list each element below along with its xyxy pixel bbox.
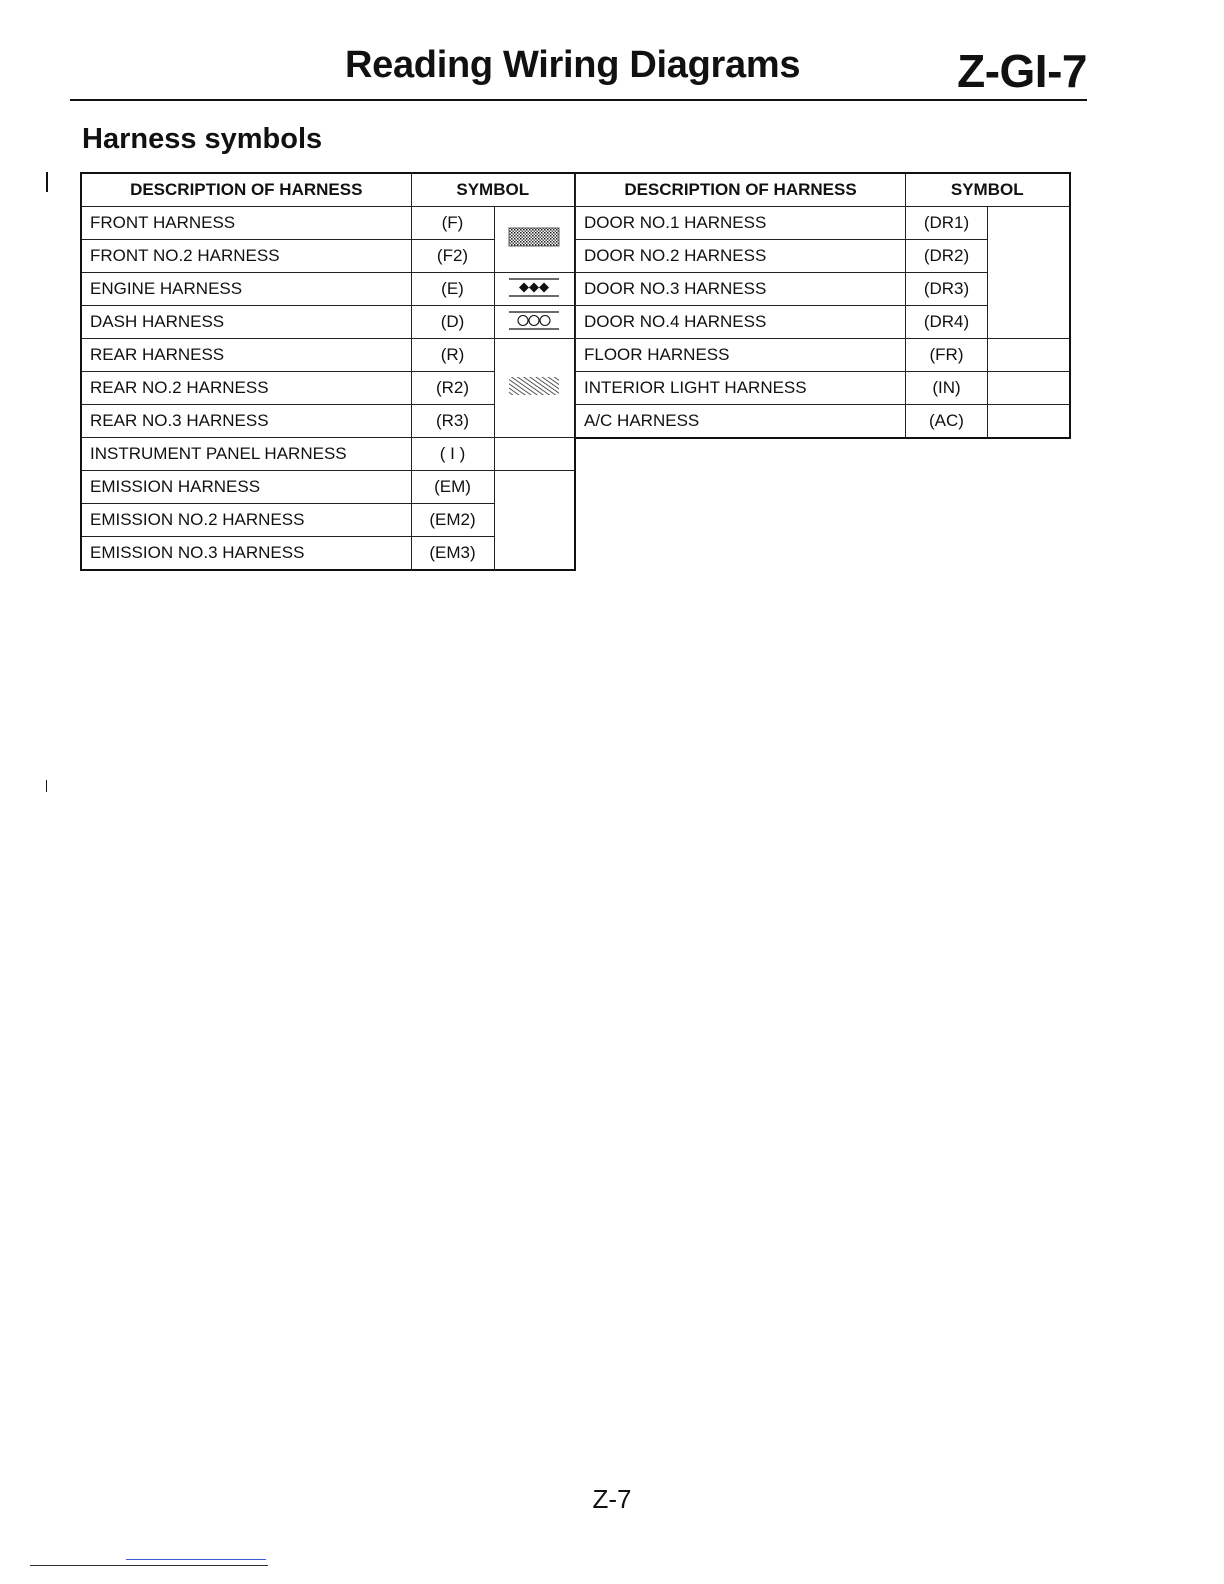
section-heading: Harness symbols bbox=[82, 123, 323, 155]
table-row bbox=[576, 405, 1070, 439]
harness-description: A/C HARNESS bbox=[576, 405, 906, 439]
table-row bbox=[576, 372, 1070, 405]
harness-code: (E) bbox=[411, 273, 494, 306]
harness-code: (R2) bbox=[411, 372, 494, 405]
empty-symbol-cell bbox=[988, 405, 1070, 439]
harness-code: (R3) bbox=[411, 405, 494, 438]
harness-description: ENGINE HARNESS bbox=[81, 273, 411, 306]
table-row bbox=[81, 207, 575, 240]
harness-code: (DR3) bbox=[906, 273, 988, 306]
table-row bbox=[81, 438, 575, 471]
dotted-pattern-symbol bbox=[494, 207, 575, 273]
harness-code: (D) bbox=[411, 306, 494, 339]
harness-description: EMISSION NO.2 HARNESS bbox=[81, 504, 411, 537]
circle-line-symbol bbox=[494, 306, 575, 339]
harness-description: FRONT NO.2 HARNESS bbox=[81, 240, 411, 273]
table-row bbox=[81, 471, 575, 504]
harness-description: REAR NO.2 HARNESS bbox=[81, 372, 411, 405]
table-row bbox=[576, 207, 1070, 240]
harness-code: (AC) bbox=[906, 405, 988, 439]
harness-description: INTERIOR LIGHT HARNESS bbox=[576, 372, 906, 405]
harness-code: (R) bbox=[411, 339, 494, 372]
harness-code: (EM3) bbox=[411, 537, 494, 571]
harness-description: INSTRUMENT PANEL HARNESS bbox=[81, 438, 411, 471]
hatched-pattern-symbol bbox=[494, 339, 575, 438]
column-header-description: DESCRIPTION OF HARNESS bbox=[81, 173, 411, 207]
diamond-line-symbol bbox=[494, 273, 575, 306]
scan-margin-mark bbox=[46, 172, 48, 192]
harness-code: (EM2) bbox=[411, 504, 494, 537]
harness-code: (DR1) bbox=[906, 207, 988, 240]
harness-table-right bbox=[575, 172, 1071, 439]
column-header-description: DESCRIPTION OF HARNESS bbox=[576, 173, 906, 207]
scan-margin-mark bbox=[46, 780, 47, 792]
harness-code: (IN) bbox=[906, 372, 988, 405]
empty-symbol-cell bbox=[988, 339, 1070, 372]
harness-code: ( I ) bbox=[411, 438, 494, 471]
empty-symbol-cell bbox=[494, 471, 575, 571]
harness-description: EMISSION NO.3 HARNESS bbox=[81, 537, 411, 571]
harness-description: REAR NO.3 HARNESS bbox=[81, 405, 411, 438]
harness-code: (F) bbox=[411, 207, 494, 240]
page-code: Z-GI-7 bbox=[957, 45, 1087, 97]
table-row bbox=[81, 273, 575, 306]
column-header-symbol: SYMBOL bbox=[906, 173, 1070, 207]
header-rule bbox=[70, 99, 1087, 101]
harness-code: (DR4) bbox=[906, 306, 988, 339]
table-header-row bbox=[81, 173, 575, 207]
table-row bbox=[81, 306, 575, 339]
harness-table-left bbox=[80, 172, 576, 571]
harness-description: FRONT HARNESS bbox=[81, 207, 411, 240]
empty-symbol-cell bbox=[988, 372, 1070, 405]
column-header-symbol: SYMBOL bbox=[411, 173, 575, 207]
bottom-rule bbox=[30, 1565, 268, 1566]
harness-description: DOOR NO.2 HARNESS bbox=[576, 240, 906, 273]
table-row bbox=[576, 339, 1070, 372]
harness-description: DASH HARNESS bbox=[81, 306, 411, 339]
harness-description: DOOR NO.4 HARNESS bbox=[576, 306, 906, 339]
page-title: Reading Wiring Diagrams bbox=[345, 44, 801, 86]
harness-description: DOOR NO.3 HARNESS bbox=[576, 273, 906, 306]
table-row bbox=[81, 339, 575, 372]
empty-symbol-cell bbox=[988, 207, 1070, 339]
harness-code: (EM) bbox=[411, 471, 494, 504]
bottom-rule-accent bbox=[126, 1559, 266, 1560]
table-header-row bbox=[576, 173, 1070, 207]
harness-description: DOOR NO.1 HARNESS bbox=[576, 207, 906, 240]
page-number: Z-7 bbox=[592, 1484, 632, 1514]
harness-description: FLOOR HARNESS bbox=[576, 339, 906, 372]
harness-code: (FR) bbox=[906, 339, 988, 372]
harness-description: EMISSION HARNESS bbox=[81, 471, 411, 504]
harness-description: REAR HARNESS bbox=[81, 339, 411, 372]
harness-code: (DR2) bbox=[906, 240, 988, 273]
empty-symbol-cell bbox=[494, 438, 575, 471]
harness-code: (F2) bbox=[411, 240, 494, 273]
